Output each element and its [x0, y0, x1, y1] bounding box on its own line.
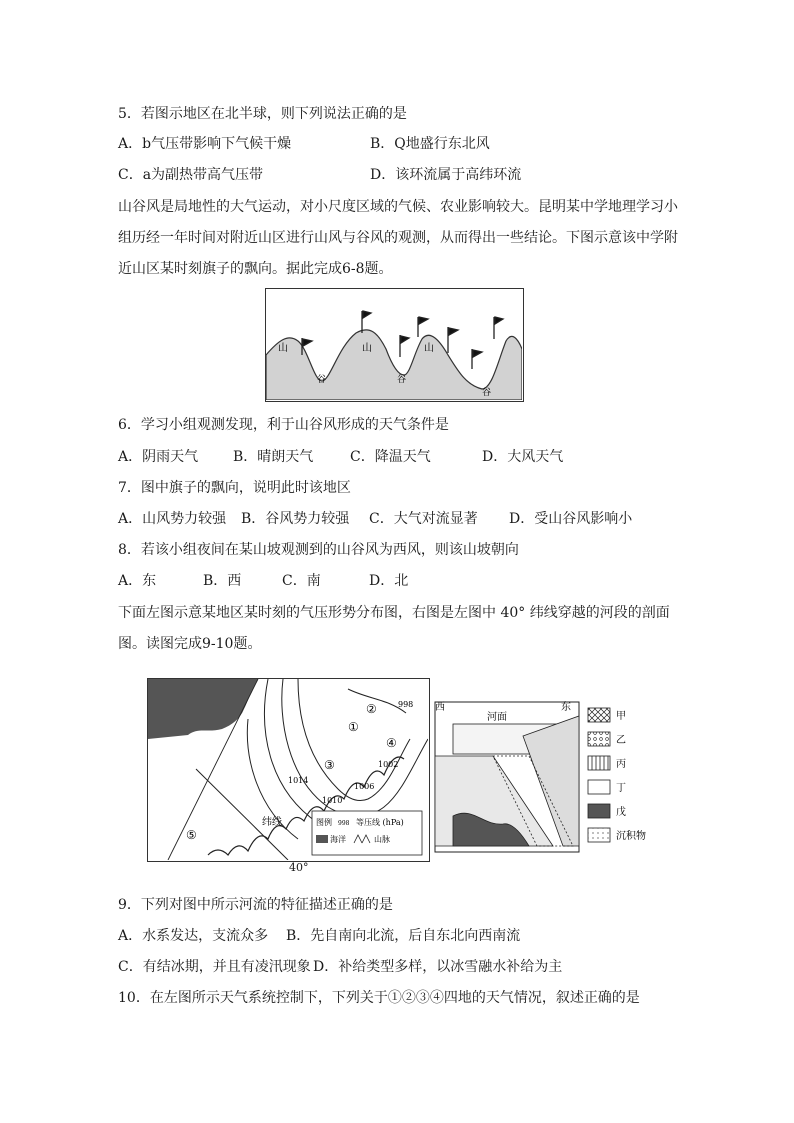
- intro-9-10-line1: 下面左图示意某地区某时刻的气压形势分布图，右图是左图中 40° 纬线穿越的河段的剖面: [118, 605, 670, 621]
- label-valley-3: 谷: [482, 388, 492, 398]
- legend-isobar-sample: 998: [338, 820, 350, 827]
- legend-title: 图例: [316, 818, 332, 827]
- q9-option-a: A．水系发达，支流众多: [118, 928, 269, 944]
- legend-ocean-swatch: [316, 835, 328, 843]
- legend-mountain-label: 山脉: [374, 835, 390, 844]
- legend-bing-swatch: [588, 756, 610, 770]
- q5-option-c: C．a为副热带高气压带: [118, 167, 264, 183]
- isobar-label-998: 998: [398, 700, 414, 709]
- isobar-label-1002: 1002: [378, 760, 399, 769]
- mountain-valley-diagram: [266, 289, 522, 400]
- point-1: ①: [348, 720, 359, 734]
- legend-jia-swatch: [588, 708, 610, 722]
- river-surface-label: 河面: [487, 712, 507, 723]
- legend-wu: 戊: [616, 807, 626, 818]
- legend-ocean-label: 海洋: [330, 835, 346, 844]
- legend-sediment-swatch: [588, 828, 610, 842]
- point-4: ④: [386, 736, 397, 750]
- intro-6-8-line2: 组历经一年时间对附近山区进行山风与谷风的观测，从而得出一些结论。下图示意该中学附: [118, 230, 678, 246]
- isobar-label-1010: 1010: [322, 796, 343, 805]
- q9-option-c: C．有结冰期，并且有凌汛现象: [118, 959, 311, 975]
- q10-stem: 10．在左图所示天气系统控制下，下列关于①②③④四地的天气情况，叙述正确的是: [118, 990, 640, 1006]
- ocean-area: [148, 679, 258, 739]
- legend-ding: 丁: [616, 783, 626, 794]
- label-mountain-1: 山: [278, 343, 288, 354]
- q9-option-d: D．补给类型多样，以冰雪融水补给为主: [313, 959, 563, 975]
- mountain-valley-figure: [265, 288, 524, 402]
- point-3: ③: [324, 758, 335, 772]
- q9-stem: 9．下列对图中所示河流的特征描述正确的是: [118, 897, 393, 913]
- q7-option-b: B．谷风势力较强: [241, 511, 350, 527]
- legend-yi: 乙: [616, 735, 626, 746]
- q6-option-b: B．晴朗天气: [233, 449, 314, 465]
- label-mountain-3: 山: [424, 343, 434, 354]
- q8-option-c: C．南: [282, 573, 321, 589]
- legend-isobar-label: 等压线 (hPa): [356, 818, 404, 827]
- q8-option-d: D．北: [369, 573, 409, 589]
- q5-option-b: B．Q地盛行东北风: [370, 136, 490, 152]
- flag-icon: [495, 317, 503, 324]
- legend-bing: 丙: [616, 759, 626, 770]
- flag-icon: [401, 336, 409, 343]
- east-label: 东: [561, 702, 571, 713]
- q7-option-c: C．大气对流显著: [369, 511, 478, 527]
- q8-option-a: A．东: [118, 573, 157, 589]
- q7-option-d: D．受山谷风影响小: [509, 511, 633, 527]
- pressure-map: [148, 679, 428, 860]
- section-legend: [586, 706, 664, 856]
- legend-ding-swatch: [588, 780, 610, 794]
- q6-stem: 6．学习小组观测发现，利于山谷风形成的天气条件是: [118, 417, 449, 433]
- flag-icon: [419, 317, 428, 324]
- intro-9-10-line2: 图。读图完成9-10题。: [118, 636, 262, 652]
- point-5: ⑤: [186, 828, 197, 842]
- q7-stem: 7．图中旗子的飘向，说明此时该地区: [118, 480, 351, 496]
- q9-option-b: B．先自南向北流，后自东北向西南流: [286, 928, 521, 944]
- q8-option-b: B．西: [203, 573, 242, 589]
- flag-icon: [449, 328, 458, 335]
- q6-option-d: D．大风天气: [482, 449, 564, 465]
- q5-option-d: D．该环流属于高纬环流: [370, 167, 522, 183]
- point-2: ②: [366, 702, 377, 716]
- q7-option-a: A．山风势力较强: [118, 511, 227, 527]
- q5-option-a: A．b气压带影响下气候干燥: [118, 136, 292, 152]
- isobar-label-1014: 1014: [288, 776, 309, 785]
- label-mountain-2: 山: [362, 343, 372, 354]
- legend-yi-swatch: [588, 732, 610, 746]
- latitude-line-label: 纬线: [262, 817, 282, 828]
- river-section: [433, 696, 581, 858]
- intro-6-8-line1: 山谷风是局地性的大气运动，对小尺度区域的气候、农业影响较大。昆明某中学地理学习小: [118, 199, 678, 215]
- river-section-figure: [433, 696, 581, 858]
- latitude-value: 40°: [289, 861, 309, 874]
- flag-icon: [473, 350, 482, 357]
- legend-jia: 甲: [616, 711, 626, 722]
- isobar-label-1006: 1006: [354, 782, 375, 791]
- q5-stem: 5．若图示地区在北半球，则下列说法正确的是: [118, 106, 407, 122]
- flag-icon: [363, 311, 371, 318]
- q8-stem: 8．若该小组夜间在某山坡观测到的山谷风为西风，则该山坡朝向: [118, 542, 519, 558]
- legend-sediment: 沉积物: [616, 831, 646, 842]
- pressure-map-figure: [147, 678, 430, 862]
- q6-option-c: C．降温天气: [350, 449, 431, 465]
- legend-wu-swatch: [588, 804, 610, 818]
- label-valley-2: 谷: [397, 375, 407, 385]
- flag-icon: [303, 339, 312, 346]
- west-label: 西: [435, 702, 445, 713]
- q6-option-a: A．阴雨天气: [118, 449, 199, 465]
- intro-6-8-line3: 近山区某时刻旗子的飘向。据此完成6-8题。: [118, 261, 393, 277]
- label-valley-1: 谷: [317, 375, 327, 385]
